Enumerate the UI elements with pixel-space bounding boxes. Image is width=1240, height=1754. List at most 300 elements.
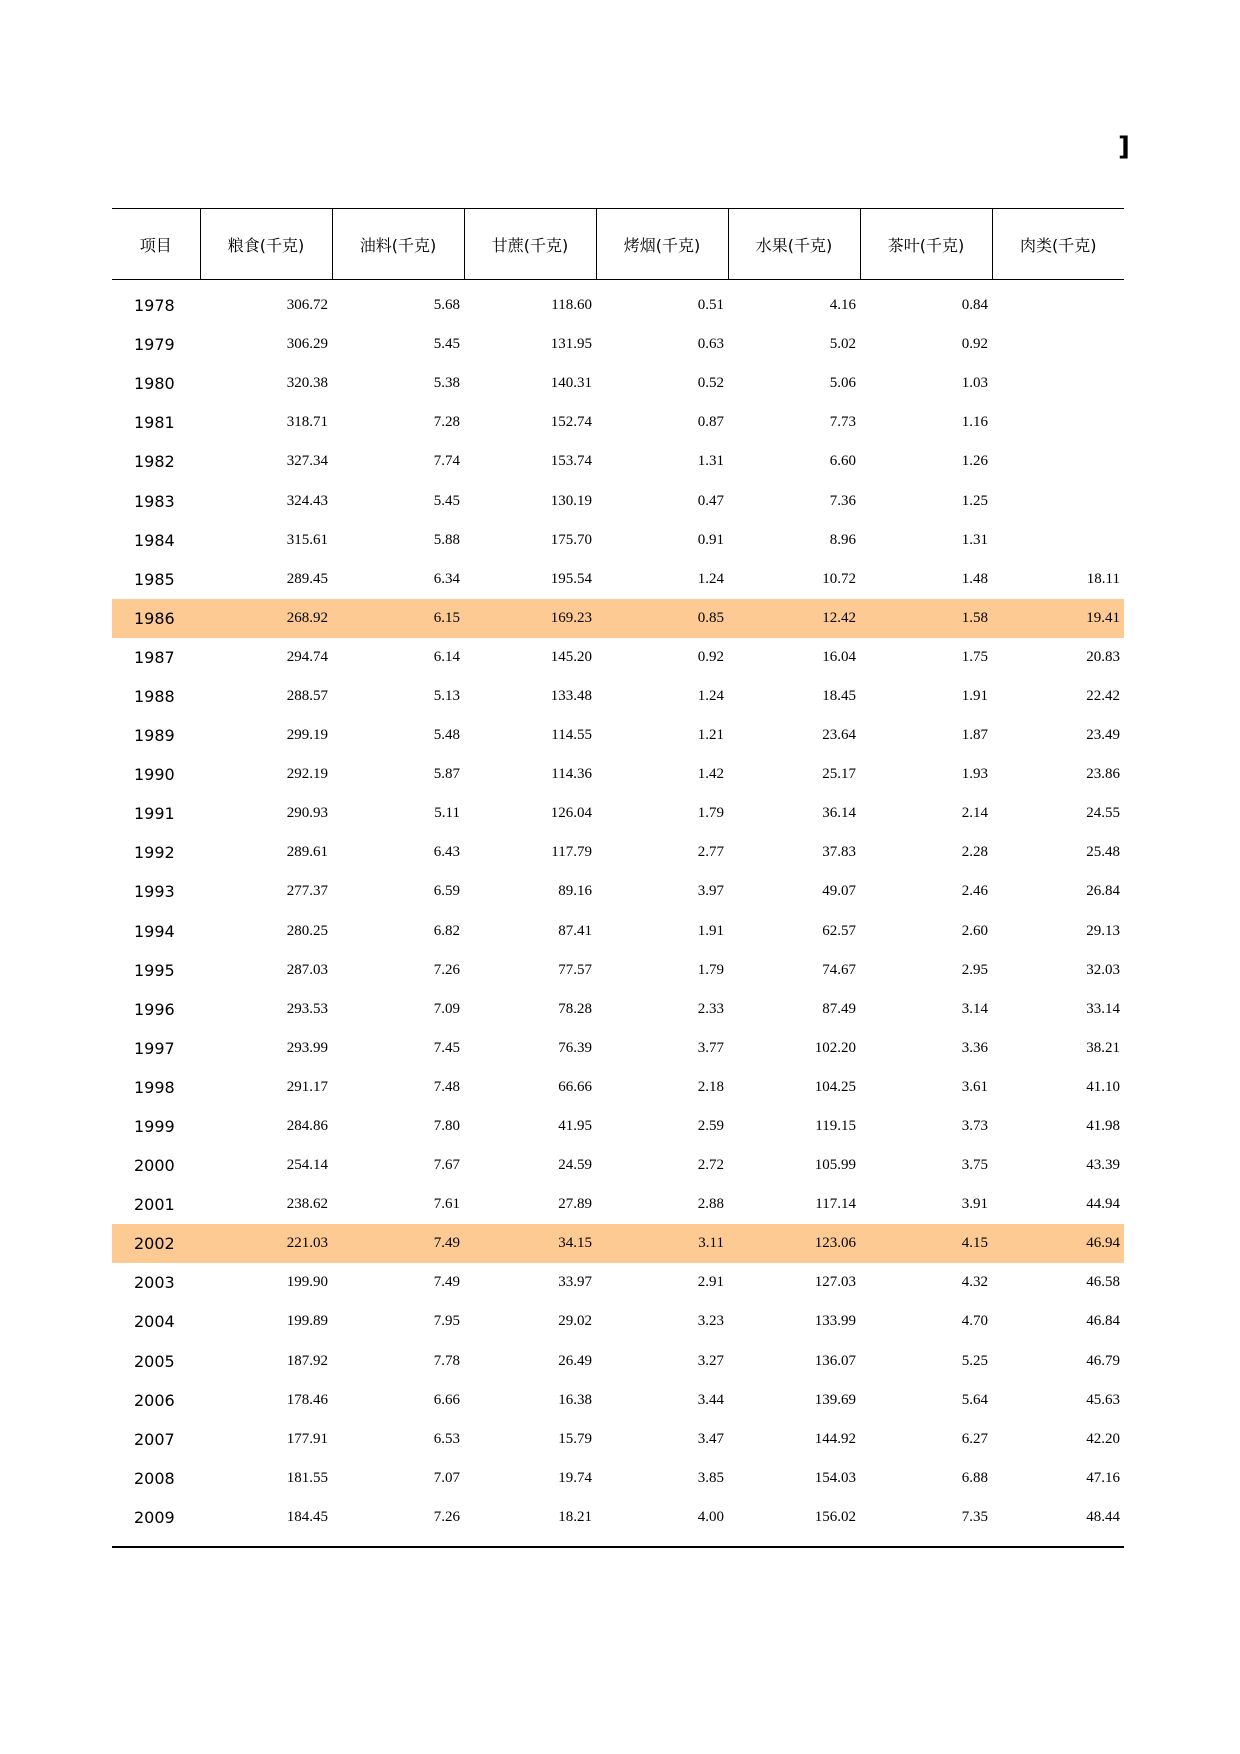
row-value-cell: 2.77 [697, 844, 724, 861]
row-value-cell: 315.61 [286, 531, 328, 548]
row-value-cell: 2.18 [697, 1078, 724, 1095]
row-year-cell: 2006 [134, 1390, 175, 1410]
table-row [112, 1420, 1124, 1459]
table-row [112, 677, 1124, 716]
row-value-cell: 280.25 [286, 922, 328, 939]
row-value-cell: 1.93 [961, 766, 988, 783]
row-value-cell: 187.92 [286, 1352, 328, 1369]
row-value-cell: 16.38 [558, 1391, 592, 1408]
row-value-cell: 3.75 [961, 1157, 988, 1174]
row-value-cell: 6.53 [433, 1430, 460, 1447]
table-row [112, 521, 1124, 560]
row-value-cell: 1.24 [697, 570, 724, 587]
row-value-cell: 181.55 [286, 1469, 328, 1486]
row-value-cell: 114.36 [551, 766, 592, 783]
row-value-cell: 199.90 [286, 1274, 328, 1291]
row-value-cell: 289.45 [286, 570, 328, 587]
row-value-cell: 7.26 [433, 1508, 460, 1525]
row-value-cell: 26.49 [558, 1352, 592, 1369]
row-value-cell [992, 325, 1124, 364]
row-value-cell: 24.59 [558, 1157, 592, 1174]
row-value-cell: 5.02 [829, 336, 856, 353]
row-value-cell: 33.97 [558, 1274, 592, 1291]
row-value-cell: 3.85 [697, 1469, 724, 1486]
row-value-cell: 290.93 [286, 805, 328, 822]
table-row [112, 1107, 1124, 1146]
row-year-cell: 1985 [134, 569, 175, 589]
table-row [112, 560, 1124, 599]
row-year-cell: 1994 [134, 921, 175, 941]
row-value-cell: 45.63 [1086, 1391, 1120, 1408]
row-year-cell: 1997 [134, 1038, 175, 1058]
row-year-cell: 2009 [134, 1507, 175, 1527]
row-value-cell: 3.91 [961, 1196, 988, 1213]
row-value-cell: 7.67 [433, 1157, 460, 1174]
row-value-cell: 2.88 [697, 1196, 724, 1213]
row-value-cell: 7.26 [433, 961, 460, 978]
table-row [112, 442, 1124, 481]
header-meat: 肉类(千克) [992, 209, 1124, 280]
row-year-cell: 2004 [134, 1312, 175, 1332]
row-year-cell: 2003 [134, 1273, 175, 1293]
row-value-cell: 3.73 [961, 1118, 988, 1135]
row-value-cell: 18.45 [822, 687, 856, 704]
row-value-cell: 5.87 [433, 766, 460, 783]
row-value-cell: 102.20 [814, 1039, 856, 1056]
row-value-cell: 144.92 [814, 1430, 856, 1447]
row-value-cell: 48.44 [1086, 1508, 1120, 1525]
row-value-cell: 268.92 [200, 599, 332, 638]
row-value-cell: 41.10 [1086, 1078, 1120, 1095]
row-value-cell: 5.45 [433, 492, 460, 509]
row-value-cell: 7.36 [829, 492, 856, 509]
row-value-cell: 47.16 [1086, 1469, 1120, 1486]
row-value-cell: 177.91 [286, 1430, 328, 1447]
table-row [112, 481, 1124, 520]
row-value-cell: 1.03 [961, 375, 988, 392]
row-value-cell: 327.34 [286, 453, 328, 470]
row-value-cell: 42.20 [1086, 1430, 1120, 1447]
row-value-cell: 7.61 [433, 1196, 460, 1213]
row-value-cell: 7.35 [961, 1508, 988, 1525]
row-year-cell: 1981 [134, 413, 175, 433]
table-row [112, 638, 1124, 677]
row-value-cell: 3.23 [697, 1313, 724, 1330]
row-value-cell: 7.07 [433, 1469, 460, 1486]
row-value-cell: 44.94 [1086, 1196, 1120, 1213]
row-value-cell: 2.14 [961, 805, 988, 822]
row-value-cell: 289.61 [286, 844, 328, 861]
row-value-cell: 175.70 [550, 531, 592, 548]
row-value-cell: 3.77 [697, 1039, 724, 1056]
row-value-cell: 0.85 [596, 599, 728, 638]
table-row [112, 280, 1124, 326]
row-value-cell [992, 442, 1124, 481]
row-value-cell: 7.95 [433, 1313, 460, 1330]
row-year-cell: 1999 [134, 1117, 175, 1137]
row-value-cell: 0.92 [697, 648, 724, 665]
row-value-cell: 130.19 [550, 492, 592, 509]
row-value-cell: 6.66 [433, 1391, 460, 1408]
row-value-cell: 118.60 [551, 297, 592, 314]
row-value-cell: 32.03 [1086, 961, 1120, 978]
row-value-cell: 293.99 [286, 1039, 328, 1056]
row-value-cell: 1.75 [961, 648, 988, 665]
row-value-cell: 123.06 [728, 1224, 860, 1263]
row-value-cell: 77.57 [558, 961, 592, 978]
row-value-cell: 1.87 [961, 727, 988, 744]
row-value-cell: 1.48 [961, 570, 988, 587]
row-value-cell: 6.59 [433, 883, 460, 900]
row-value-cell: 299.19 [286, 727, 328, 744]
row-value-cell: 127.03 [814, 1274, 856, 1291]
row-value-cell: 78.28 [558, 1000, 592, 1017]
row-year-cell: 2000 [134, 1156, 175, 1176]
header-oilseed: 油料(千克) [332, 209, 464, 280]
row-value-cell: 4.32 [961, 1274, 988, 1291]
row-value-cell: 284.86 [286, 1118, 328, 1135]
row-value-cell: 2.91 [697, 1274, 724, 1291]
row-value-cell: 20.83 [1086, 648, 1120, 665]
row-value-cell: 5.48 [433, 727, 460, 744]
row-value-cell: 184.45 [286, 1508, 328, 1525]
row-value-cell: 16.04 [822, 648, 856, 665]
row-year-cell: 1979 [134, 335, 175, 355]
row-value-cell: 18.11 [1086, 570, 1120, 587]
header-tea: 茶叶(千克) [860, 209, 992, 280]
row-value-cell: 140.31 [550, 375, 592, 392]
row-value-cell: 1.24 [697, 687, 724, 704]
row-value-cell: 1.58 [860, 599, 992, 638]
row-value-cell [992, 364, 1124, 403]
row-value-cell: 7.74 [433, 453, 460, 470]
table-row [112, 1068, 1124, 1107]
row-value-cell: 7.49 [332, 1224, 464, 1263]
table-row [112, 1263, 1124, 1302]
row-value-cell: 2.60 [961, 922, 988, 939]
row-value-cell: 3.44 [697, 1391, 724, 1408]
row-value-cell: 6.15 [332, 599, 464, 638]
row-value-cell: 131.95 [550, 336, 592, 353]
row-year-cell: 1995 [134, 960, 175, 980]
row-value-cell: 3.97 [697, 883, 724, 900]
row-value-cell: 320.38 [286, 375, 328, 392]
row-year-cell: 1992 [134, 843, 175, 863]
row-value-cell: 154.03 [814, 1469, 856, 1486]
row-value-cell: 43.39 [1086, 1157, 1120, 1174]
row-value-cell: 105.99 [814, 1157, 856, 1174]
row-value-cell: 4.00 [697, 1508, 724, 1525]
header-fruit: 水果(千克) [728, 209, 860, 280]
table-row [112, 1029, 1124, 1068]
row-value-cell: 1.16 [961, 414, 988, 431]
row-value-cell: 7.78 [433, 1352, 460, 1369]
table-row [112, 951, 1124, 990]
row-value-cell: 24.55 [1086, 805, 1120, 822]
table-row [112, 599, 1124, 638]
row-value-cell: 126.04 [550, 805, 592, 822]
row-value-cell: 46.79 [1086, 1352, 1120, 1369]
row-year-cell: 1980 [134, 374, 175, 394]
row-value-cell: 139.69 [814, 1391, 856, 1408]
row-value-cell: 6.14 [433, 648, 460, 665]
row-value-cell: 89.16 [558, 883, 592, 900]
row-value-cell [992, 403, 1124, 442]
row-value-cell: 3.36 [961, 1039, 988, 1056]
table-body [112, 280, 1124, 1538]
row-value-cell: 25.17 [822, 766, 856, 783]
table-row [112, 1381, 1124, 1420]
row-year-cell: 1998 [134, 1077, 175, 1097]
row-value-cell: 62.57 [822, 922, 856, 939]
row-value-cell: 34.15 [464, 1224, 596, 1263]
per-capita-output-table [112, 208, 1124, 1537]
row-year-cell: 1989 [134, 726, 175, 746]
row-value-cell: 3.11 [596, 1224, 728, 1263]
row-value-cell: 1.42 [697, 766, 724, 783]
row-value-cell: 1.91 [961, 687, 988, 704]
row-value-cell: 23.86 [1086, 766, 1120, 783]
table-row [112, 1342, 1124, 1381]
header-sugarcane: 甘蔗(千克) [464, 209, 596, 280]
row-value-cell: 6.82 [433, 922, 460, 939]
row-value-cell: 8.96 [829, 531, 856, 548]
row-value-cell: 254.14 [286, 1157, 328, 1174]
row-value-cell: 5.11 [434, 805, 460, 822]
row-value-cell: 25.48 [1086, 844, 1120, 861]
row-year-cell: 1987 [134, 647, 175, 667]
row-year-cell: 2008 [134, 1468, 175, 1488]
row-value-cell: 3.14 [961, 1000, 988, 1017]
row-value-cell: 41.98 [1086, 1118, 1120, 1135]
page-title-fragment: ] [1118, 132, 1130, 162]
row-value-cell: 136.07 [814, 1352, 856, 1369]
row-value-cell: 46.94 [992, 1224, 1124, 1263]
row-value-cell: 1.31 [961, 531, 988, 548]
row-value-cell: 0.51 [697, 297, 724, 314]
row-value-cell: 318.71 [286, 414, 328, 431]
row-value-cell: 169.23 [464, 599, 596, 638]
row-value-cell: 114.55 [551, 727, 592, 744]
row-value-cell: 4.70 [961, 1313, 988, 1330]
table-row [112, 990, 1124, 1029]
row-value-cell: 76.39 [558, 1039, 592, 1056]
row-value-cell: 27.89 [558, 1196, 592, 1213]
row-value-cell: 294.74 [286, 648, 328, 665]
row-value-cell: 46.84 [1086, 1313, 1120, 1330]
row-year-cell: 1990 [134, 765, 175, 785]
row-value-cell: 5.25 [961, 1352, 988, 1369]
row-value-cell: 2.28 [961, 844, 988, 861]
row-value-cell: 74.67 [822, 961, 856, 978]
row-year-cell: 2001 [134, 1195, 175, 1215]
row-value-cell: 33.14 [1086, 1000, 1120, 1017]
table-row [112, 755, 1124, 794]
row-value-cell: 277.37 [286, 883, 328, 900]
header-grain: 粮食(千克) [200, 209, 332, 280]
row-value-cell: 19.41 [992, 599, 1124, 638]
row-value-cell: 37.83 [822, 844, 856, 861]
header-item: 项目 [112, 209, 200, 280]
row-value-cell: 324.43 [286, 492, 328, 509]
row-year-cell: 2002 [112, 1224, 200, 1263]
row-value-cell: 133.48 [550, 687, 592, 704]
row-value-cell: 29.13 [1086, 922, 1120, 939]
row-value-cell: 23.64 [822, 727, 856, 744]
row-value-cell: 2.33 [697, 1000, 724, 1017]
table-row [112, 912, 1124, 951]
row-value-cell: 288.57 [286, 687, 328, 704]
table-row [112, 716, 1124, 755]
row-value-cell: 5.88 [433, 531, 460, 548]
row-value-cell: 293.53 [286, 1000, 328, 1017]
row-value-cell: 7.45 [433, 1039, 460, 1056]
row-value-cell: 306.29 [286, 336, 328, 353]
row-value-cell: 6.88 [961, 1469, 988, 1486]
row-value-cell: 26.84 [1086, 883, 1120, 900]
row-value-cell: 117.14 [815, 1196, 856, 1213]
row-value-cell: 5.45 [433, 336, 460, 353]
row-value-cell: 1.79 [697, 961, 724, 978]
row-value-cell: 5.06 [829, 375, 856, 392]
row-value-cell: 38.21 [1086, 1039, 1120, 1056]
row-value-cell: 41.95 [558, 1118, 592, 1135]
row-value-cell: 5.68 [433, 297, 460, 314]
row-value-cell: 66.66 [558, 1078, 592, 1095]
row-value-cell: 156.02 [814, 1508, 856, 1525]
row-value-cell: 119.15 [815, 1118, 856, 1135]
row-value-cell: 1.25 [961, 492, 988, 509]
row-value-cell: 0.91 [697, 531, 724, 548]
row-value-cell [992, 280, 1124, 326]
row-value-cell: 6.43 [433, 844, 460, 861]
row-value-cell: 195.54 [550, 570, 592, 587]
row-value-cell: 199.89 [286, 1313, 328, 1330]
row-value-cell: 87.41 [558, 922, 592, 939]
row-value-cell: 1.26 [961, 453, 988, 470]
row-value-cell: 2.95 [961, 961, 988, 978]
row-year-cell: 1983 [134, 491, 175, 511]
row-value-cell: 7.49 [433, 1274, 460, 1291]
table-row [112, 1459, 1124, 1498]
row-value-cell: 0.92 [961, 336, 988, 353]
table-row [112, 794, 1124, 833]
row-value-cell: 12.42 [728, 599, 860, 638]
row-value-cell: 7.09 [433, 1000, 460, 1017]
row-value-cell: 0.63 [697, 336, 724, 353]
row-value-cell: 6.60 [829, 453, 856, 470]
row-value-cell: 4.16 [829, 297, 856, 314]
row-value-cell: 7.28 [433, 414, 460, 431]
row-year-cell: 1984 [134, 530, 175, 550]
header-flue-cured-tobacco: 烤烟(千克) [596, 209, 728, 280]
row-year-cell: 1993 [134, 882, 175, 902]
row-value-cell: 287.03 [286, 961, 328, 978]
row-value-cell: 1.31 [697, 453, 724, 470]
row-value-cell: 1.91 [697, 922, 724, 939]
table-row [112, 833, 1124, 872]
row-value-cell: 153.74 [550, 453, 592, 470]
row-value-cell: 291.17 [286, 1078, 328, 1095]
row-value-cell: 1.79 [697, 805, 724, 822]
table-row [112, 1224, 1124, 1263]
row-value-cell: 145.20 [550, 648, 592, 665]
table-row [112, 403, 1124, 442]
row-value-cell: 306.72 [286, 297, 328, 314]
row-value-cell: 0.52 [697, 375, 724, 392]
row-year-cell: 1996 [134, 999, 175, 1019]
row-value-cell: 7.80 [433, 1118, 460, 1135]
table-row [112, 364, 1124, 403]
row-value-cell: 15.79 [558, 1430, 592, 1447]
row-value-cell: 221.03 [200, 1224, 332, 1263]
table-row [112, 1146, 1124, 1185]
row-value-cell: 292.19 [286, 766, 328, 783]
row-value-cell: 2.59 [697, 1118, 724, 1135]
row-value-cell: 22.42 [1086, 687, 1120, 704]
row-value-cell: 152.74 [550, 414, 592, 431]
row-value-cell: 46.58 [1086, 1274, 1120, 1291]
row-value-cell: 23.49 [1086, 727, 1120, 744]
row-year-cell: 2005 [134, 1351, 175, 1371]
row-value-cell: 178.46 [286, 1391, 328, 1408]
row-value-cell: 29.02 [558, 1313, 592, 1330]
table-row [112, 1498, 1124, 1537]
row-year-cell: 1988 [134, 686, 175, 706]
row-value-cell: 238.62 [286, 1196, 328, 1213]
row-value-cell [992, 481, 1124, 520]
row-value-cell: 6.27 [961, 1430, 988, 1447]
table-row [112, 1185, 1124, 1224]
table-header-row [112, 209, 1124, 280]
row-value-cell: 5.13 [433, 687, 460, 704]
row-value-cell: 5.38 [433, 375, 460, 392]
table-row [112, 872, 1124, 911]
row-value-cell: 3.47 [697, 1430, 724, 1447]
row-year-cell: 1991 [134, 804, 175, 824]
row-value-cell: 2.72 [697, 1157, 724, 1174]
row-year-cell: 2007 [134, 1429, 175, 1449]
row-value-cell: 0.87 [697, 414, 724, 431]
row-value-cell: 87.49 [822, 1000, 856, 1017]
row-value-cell: 3.27 [697, 1352, 724, 1369]
row-value-cell: 2.46 [961, 883, 988, 900]
table-row [112, 1302, 1124, 1341]
row-value-cell: 3.61 [961, 1078, 988, 1095]
row-year-cell: 1978 [134, 296, 175, 316]
table-row [112, 325, 1124, 364]
row-value-cell: 10.72 [822, 570, 856, 587]
row-value-cell: 1.21 [697, 727, 724, 744]
row-value-cell: 0.47 [697, 492, 724, 509]
row-year-cell: 1982 [134, 452, 175, 472]
row-value-cell: 36.14 [822, 805, 856, 822]
row-value-cell: 18.21 [558, 1508, 592, 1525]
table-bottom-rule [112, 1546, 1124, 1548]
row-value-cell: 104.25 [814, 1078, 856, 1095]
row-value-cell: 6.34 [433, 570, 460, 587]
row-value-cell: 7.73 [829, 414, 856, 431]
row-year-cell: 1986 [112, 599, 200, 638]
row-value-cell: 4.15 [860, 1224, 992, 1263]
row-value-cell: 7.48 [433, 1078, 460, 1095]
row-value-cell: 0.84 [961, 297, 988, 314]
row-value-cell: 5.64 [961, 1391, 988, 1408]
row-value-cell: 133.99 [814, 1313, 856, 1330]
row-value-cell: 49.07 [822, 883, 856, 900]
row-value-cell: 19.74 [558, 1469, 592, 1486]
row-value-cell: 117.79 [551, 844, 592, 861]
